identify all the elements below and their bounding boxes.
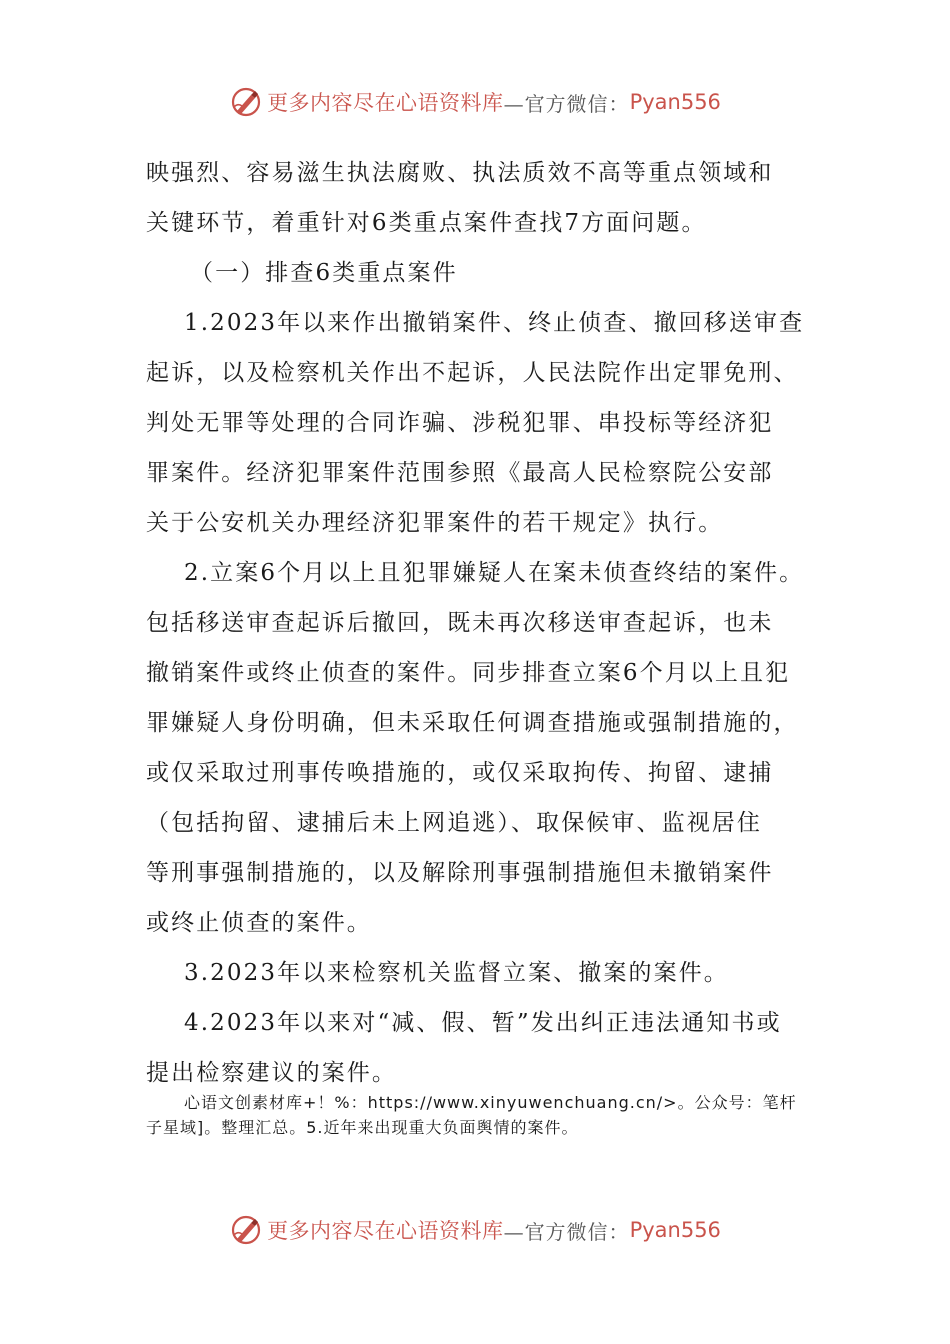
body-line: 判处无罪等处理的合同诈骗、涉税犯罪、串投标等经济犯: [146, 410, 774, 436]
document-body: [146, 148, 826, 1098]
body-line: （包括拘留、逮捕后未上网追逃）、取保候审、监视居住: [146, 810, 762, 836]
body-line: 关键环节，着重针对6类重点案件查找7方面问题。: [146, 210, 707, 236]
section-heading: （一）排查6类重点案件: [190, 260, 458, 286]
footnote-line: 子星域]。整理汇总。5.近年来出现重大负面舆情的案件。: [146, 1118, 579, 1137]
body-line: 3.2023年以来检察机关监督立案、撤案的案件。: [184, 960, 729, 986]
banner-wechat-id: Pyan556: [629, 1218, 721, 1242]
body-line: 或终止侦查的案件。: [146, 910, 372, 936]
body-line: 关于公安机关办理经济犯罪案件的若干规定》执行。: [146, 510, 724, 536]
body-line: 4.2023年以来对“减、假、暂”发出纠正违法通知书或: [184, 1010, 782, 1036]
body-line: 罪嫌疑人身份明确，但未采取任何调查措施或强制措施的，: [146, 710, 799, 736]
body-line: 1.2023年以来作出撤销案件、终止侦查、撤回移送审查: [184, 310, 805, 336]
body-line: 包括移送审查起诉后撤回，既未再次移送审查起诉，也未: [146, 610, 774, 636]
header-banner: [0, 80, 950, 124]
banner-subtitle: —官方微信：: [503, 91, 630, 116]
banner-title: 更多内容尽在心语资料库: [267, 1219, 504, 1243]
pen-logo-icon: [229, 85, 263, 119]
body-line: 罪案件。经济犯罪案件范围参照《最高人民检察院公安部: [146, 460, 774, 486]
body-line: 撤销案件或终止侦查的案件。同步排查立案6个月以上且犯: [146, 660, 791, 686]
banner-subtitle: —官方微信：: [503, 1219, 630, 1244]
body-line: 起诉，以及检察机关作出不起诉，人民法院作出定罪免刑、: [146, 360, 799, 386]
footer-banner: [0, 1208, 950, 1252]
pen-logo-icon: [229, 1213, 263, 1247]
body-line: 等刑事强制措施的，以及解除刑事强制措施但未撤销案件: [146, 860, 774, 886]
body-line: 映强烈、容易滋生执法腐败、执法质效不高等重点领域和: [146, 160, 774, 186]
banner-wechat-id: Pyan556: [629, 90, 721, 114]
footnote-line: 心语文创素材库+！%：https://www.xinyuwenchuang.cn/>。公众号：笔杆: [184, 1093, 797, 1112]
body-line: 提出检察建议的案件。: [146, 1060, 397, 1086]
body-line: 或仅采取过刑事传唤措施的，或仅采取拘传、拘留、逮捕: [146, 760, 774, 786]
banner-title: 更多内容尽在心语资料库: [267, 91, 504, 115]
body-line: 2.立案6个月以上且犯罪嫌疑人在案未侦查终结的案件。: [184, 560, 805, 586]
footnote: [146, 1090, 826, 1140]
